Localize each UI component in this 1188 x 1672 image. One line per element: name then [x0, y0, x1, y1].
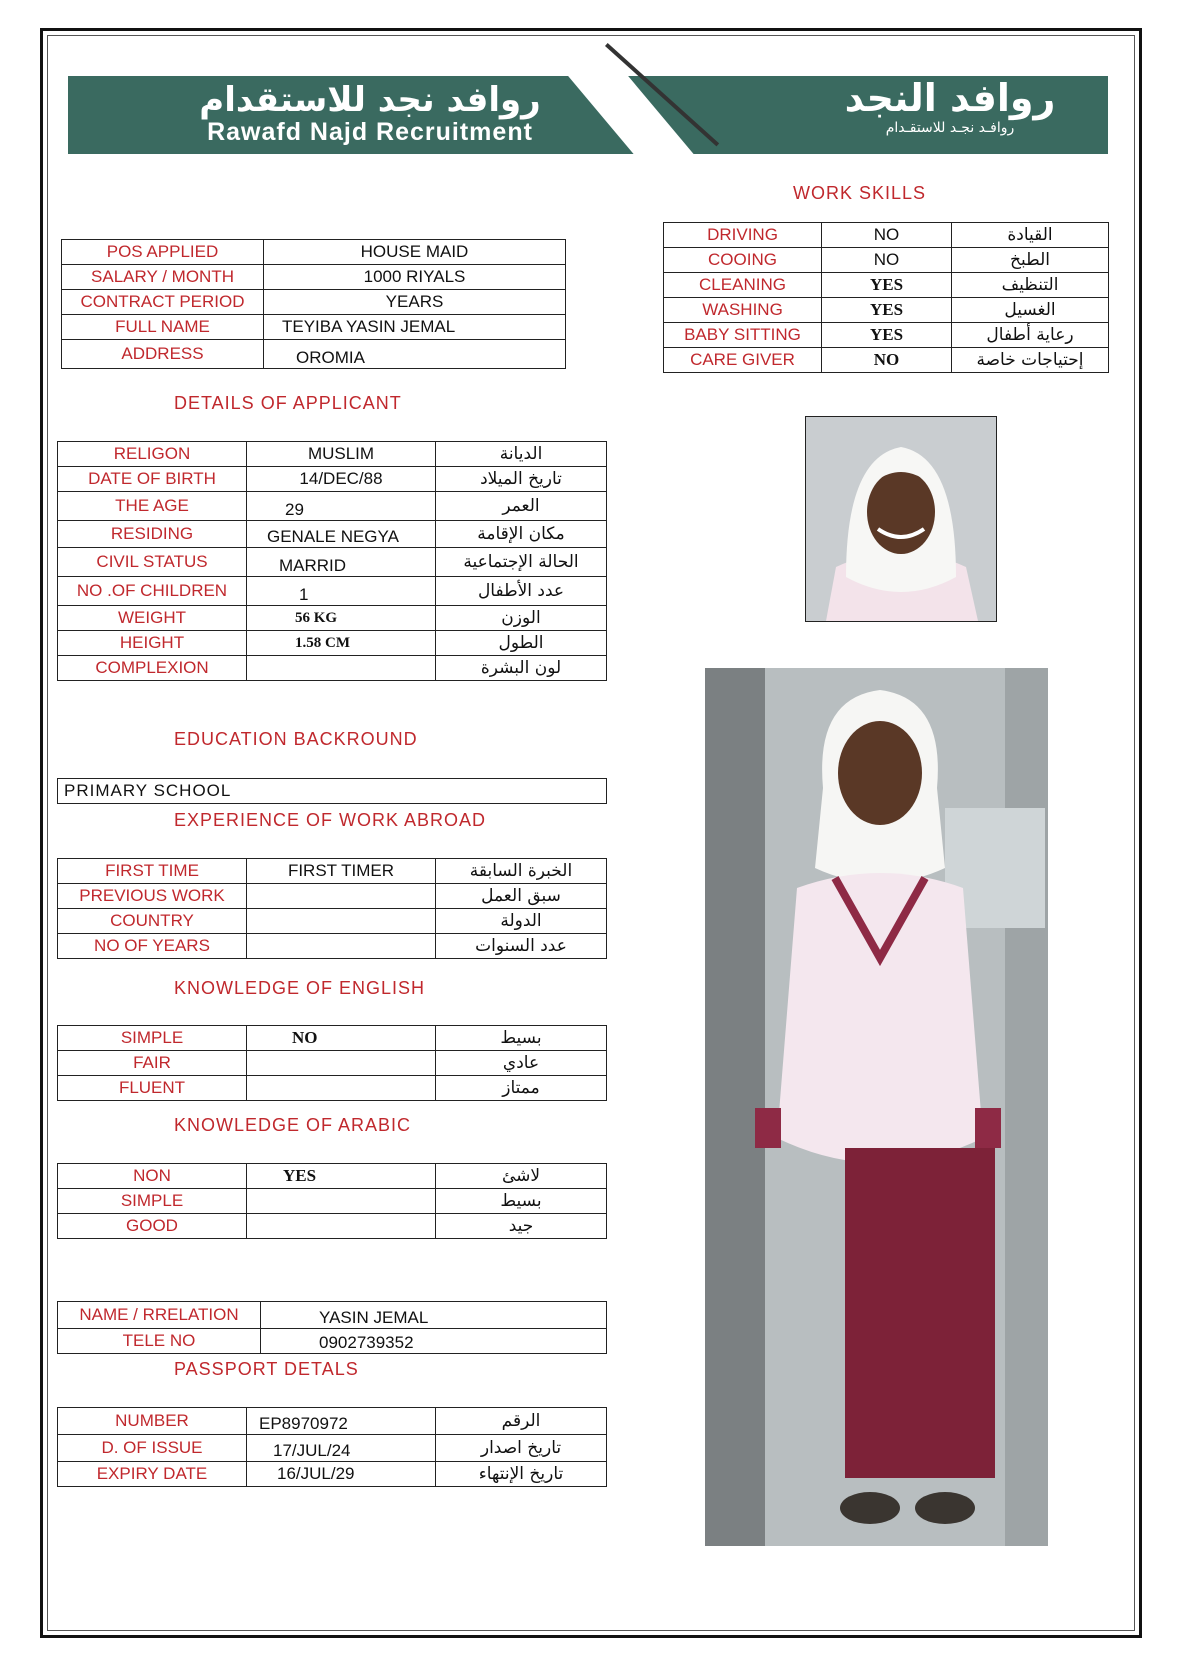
english-level-label: FLUENT	[58, 1076, 247, 1101]
detail-value: 1.58 CM	[247, 631, 436, 656]
experience-label: COUNTRY	[58, 909, 247, 934]
table-row	[664, 348, 1109, 373]
experience-table	[57, 858, 607, 959]
arabic-table	[57, 1163, 607, 1239]
skill-label: COOING	[664, 248, 822, 273]
skill-value: NO	[822, 348, 952, 373]
skill-value: YES	[822, 298, 952, 323]
experience-label: NO OF YEARS	[58, 934, 247, 959]
experience-title: EXPERIENCE OF WORK ABROAD	[174, 810, 487, 830]
skill-label: CARE GIVER	[664, 348, 822, 373]
detail-label: NO .OF CHILDREN	[58, 577, 247, 606]
arabic-level-arabic: بسيط	[436, 1189, 607, 1214]
passport-label: EXPIRY DATE	[58, 1462, 247, 1487]
table-row	[58, 606, 607, 631]
arabic-level-label: SIMPLE	[58, 1189, 247, 1214]
education-value: PRIMARY SCHOOL	[58, 779, 607, 804]
table-row	[58, 656, 607, 681]
table-row	[62, 265, 566, 290]
brand-name-english: Rawafd Najd Recruitment	[207, 118, 533, 146]
details-title: DETAILS OF APPLICANT	[174, 393, 402, 413]
experience-label-arabic: عدد السنوات	[436, 934, 607, 959]
full-body-illustration	[705, 668, 1048, 1546]
skill-label-arabic: الغسيل	[952, 298, 1109, 323]
detail-label-arabic: تاريخ الميلاد	[436, 467, 607, 492]
experience-label: PREVIOUS WORK	[58, 884, 247, 909]
passport-label-arabic: الرقم	[436, 1408, 607, 1435]
arabic-level-value	[247, 1214, 436, 1239]
english-title: KNOWLEDGE OF ENGLISH	[174, 978, 426, 998]
work-skills-title: WORK SKILLS	[793, 183, 927, 203]
experience-value	[247, 884, 436, 909]
pos-applied-label: POS APPLIED	[62, 240, 264, 265]
detail-value: MUSLIM	[247, 442, 436, 467]
experience-value: FIRST TIMER	[247, 859, 436, 884]
english-level-arabic: ممتاز	[436, 1076, 607, 1101]
address-label: ADDRESS	[62, 340, 264, 369]
english-level-arabic: بسيط	[436, 1026, 607, 1051]
table-row	[58, 442, 607, 467]
detail-label-arabic: العمر	[436, 492, 607, 521]
skill-label-arabic: التنظيف	[952, 273, 1109, 298]
detail-label-arabic: الوزن	[436, 606, 607, 631]
skill-label: CLEANING	[664, 273, 822, 298]
table-row	[664, 298, 1109, 323]
portrait-photo	[805, 416, 997, 622]
passport-table	[57, 1407, 607, 1487]
full-name-value: TEYIBA YASIN JEMAL	[264, 315, 566, 340]
passport-label-arabic: تاريخ اصدار	[436, 1435, 607, 1462]
skill-value: NO	[822, 223, 952, 248]
arabic-level-label: NON	[58, 1164, 247, 1189]
table-row	[58, 1076, 607, 1101]
tele-value: 0902739352	[261, 1329, 607, 1354]
arabic-level-label: GOOD	[58, 1214, 247, 1239]
address-value: OROMIA	[264, 340, 566, 369]
table-row	[58, 1408, 607, 1435]
english-level-label: SIMPLE	[58, 1026, 247, 1051]
experience-label-arabic: الخبرة السابقة	[436, 859, 607, 884]
detail-label: DATE OF BIRTH	[58, 467, 247, 492]
education-table	[57, 778, 607, 804]
skill-value: YES	[822, 323, 952, 348]
english-level-value	[247, 1076, 436, 1101]
tele-label: TELE NO	[58, 1329, 261, 1354]
relation-label: NAME / RRELATION	[58, 1302, 261, 1329]
table-row	[62, 240, 566, 265]
work-skills-table	[663, 222, 1109, 373]
table-row	[664, 248, 1109, 273]
skill-label: DRIVING	[664, 223, 822, 248]
salary-value: 1000 RIYALS	[264, 265, 566, 290]
table-row	[664, 273, 1109, 298]
passport-title: PASSPORT DETALS	[174, 1359, 359, 1379]
detail-value: 14/DEC/88	[247, 467, 436, 492]
detail-label-arabic: مكان الإقامة	[436, 521, 607, 548]
pos-applied-value: HOUSE MAID	[264, 240, 566, 265]
skill-label-arabic: القيادة	[952, 223, 1109, 248]
table-row	[58, 884, 607, 909]
company-logo-subtitle: روافـد نجـد للاستقـدام	[885, 120, 1015, 136]
table-row	[58, 1435, 607, 1462]
passport-value: 16/JUL/29	[247, 1462, 436, 1487]
experience-value	[247, 909, 436, 934]
arabic-title: KNOWLEDGE OF ARABIC	[174, 1115, 412, 1135]
english-level-label: FAIR	[58, 1051, 247, 1076]
experience-label: FIRST TIME	[58, 859, 247, 884]
arabic-level-arabic: جيد	[436, 1214, 607, 1239]
table-row	[58, 779, 607, 804]
passport-value: EP8970972	[247, 1408, 436, 1435]
table-row	[58, 467, 607, 492]
english-level-value: NO	[247, 1026, 436, 1051]
brand-name-arabic: روافد نجد للاستقدام	[199, 80, 541, 120]
detail-label: COMPLEXION	[58, 656, 247, 681]
skill-label: WASHING	[664, 298, 822, 323]
detail-label: WEIGHT	[58, 606, 247, 631]
detail-value	[247, 656, 436, 681]
detail-label: RESIDING	[58, 521, 247, 548]
skill-label-arabic: رعاية أطفال	[952, 323, 1109, 348]
detail-label-arabic: الطول	[436, 631, 607, 656]
experience-label-arabic: الدولة	[436, 909, 607, 934]
detail-value: 1	[247, 577, 436, 606]
experience-value	[247, 934, 436, 959]
english-level-value	[247, 1051, 436, 1076]
detail-value: 29	[247, 492, 436, 521]
passport-label: NUMBER	[58, 1408, 247, 1435]
position-table	[61, 239, 566, 369]
salary-label: SALARY / MONTH	[62, 265, 264, 290]
table-row	[62, 290, 566, 315]
table-row	[62, 340, 566, 369]
table-row	[58, 577, 607, 606]
table-row	[664, 223, 1109, 248]
detail-value: 56 KG	[247, 606, 436, 631]
detail-label: CIVIL STATUS	[58, 548, 247, 577]
detail-label: THE AGE	[58, 492, 247, 521]
detail-label: RELIGON	[58, 442, 247, 467]
table-row	[58, 521, 607, 548]
contract-value: YEARS	[264, 290, 566, 315]
company-logo: روافد النجد	[844, 76, 1056, 120]
details-table	[57, 441, 607, 681]
table-row	[58, 859, 607, 884]
passport-label: D. OF ISSUE	[58, 1435, 247, 1462]
table-row	[58, 631, 607, 656]
detail-label-arabic: الحالة الإجتماعية	[436, 548, 607, 577]
full-body-photo	[705, 668, 1048, 1546]
arabic-level-value: YES	[247, 1164, 436, 1189]
detail-label: HEIGHT	[58, 631, 247, 656]
detail-label-arabic: عدد الأطفال	[436, 577, 607, 606]
contract-label: CONTRACT PERIOD	[62, 290, 264, 315]
portrait-illustration	[806, 417, 996, 621]
table-row	[664, 323, 1109, 348]
full-name-label: FULL NAME	[62, 315, 264, 340]
skill-label-arabic: الطبخ	[952, 248, 1109, 273]
detail-value: GENALE NEGYA	[247, 521, 436, 548]
skill-value: NO	[822, 248, 952, 273]
education-title: EDUCATION BACKROUND	[174, 729, 418, 749]
table-row	[58, 1189, 607, 1214]
detail-label-arabic: لون البشرة	[436, 656, 607, 681]
passport-value: 17/JUL/24	[247, 1435, 436, 1462]
english-level-arabic: عادي	[436, 1051, 607, 1076]
table-row	[58, 1329, 607, 1354]
relation-table	[57, 1301, 607, 1354]
table-row	[58, 492, 607, 521]
relation-value: YASIN JEMAL	[261, 1302, 607, 1329]
skill-label: BABY SITTING	[664, 323, 822, 348]
table-row	[58, 934, 607, 959]
table-row	[58, 548, 607, 577]
table-row	[58, 1026, 607, 1051]
table-row	[58, 1164, 607, 1189]
table-row	[62, 315, 566, 340]
english-table	[57, 1025, 607, 1101]
passport-label-arabic: تاريخ الإنتهاء	[436, 1462, 607, 1487]
detail-label-arabic: الديانة	[436, 442, 607, 467]
skill-value: YES	[822, 273, 952, 298]
table-row	[58, 1051, 607, 1076]
arabic-level-arabic: لاشئ	[436, 1164, 607, 1189]
skill-label-arabic: إحتياجات خاصة	[952, 348, 1109, 373]
table-row	[58, 1302, 607, 1329]
experience-label-arabic: سبق العمل	[436, 884, 607, 909]
table-row	[58, 909, 607, 934]
detail-value: MARRID	[247, 548, 436, 577]
table-row	[58, 1214, 607, 1239]
arabic-level-value	[247, 1189, 436, 1214]
table-row	[58, 1462, 607, 1487]
